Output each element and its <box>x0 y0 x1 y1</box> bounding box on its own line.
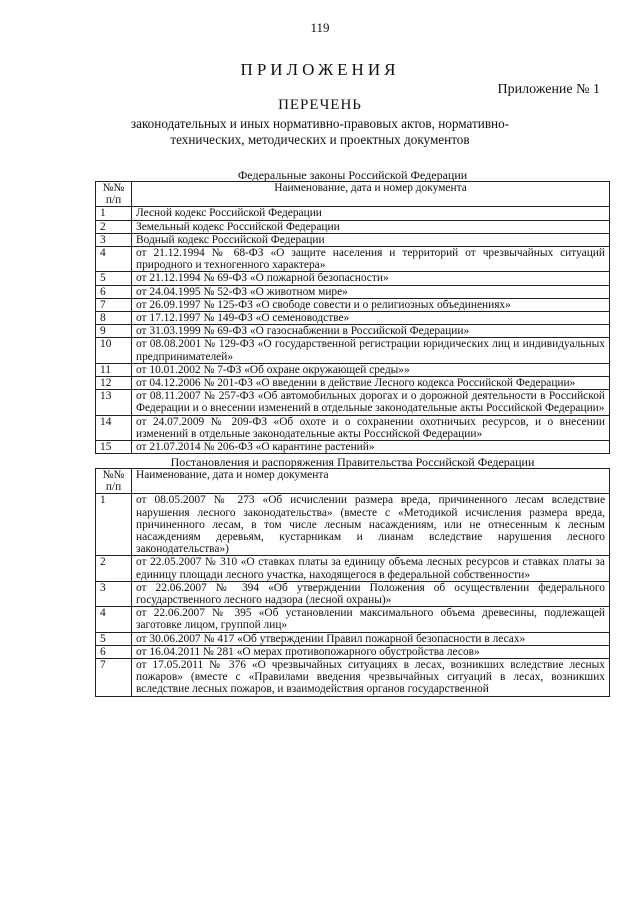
row-number: 8 <box>96 312 132 325</box>
table-row <box>96 325 610 338</box>
column-header-number: №№ п/п <box>96 469 132 494</box>
list-title: ПЕРЕЧЕНЬ <box>278 97 362 113</box>
table-row <box>96 285 610 298</box>
document-description: от 04.12.2006 № 201-ФЗ «О введении в действие Лесного кодекса Российской Федерации» <box>132 377 610 390</box>
government-decrees-table <box>95 468 610 697</box>
table-row <box>96 298 610 311</box>
row-number: 7 <box>96 298 132 311</box>
row-number: 2 <box>96 220 132 233</box>
row-number: 5 <box>96 632 132 645</box>
table-header-row <box>96 182 610 207</box>
document-description: Водный кодекс Российской Федерации <box>132 233 610 246</box>
table-row <box>96 272 610 285</box>
document-title: законодательных и иных нормативно-правовых актов, нормативно-технических, методических и проектных документов <box>130 116 510 147</box>
row-number: 7 <box>96 659 132 697</box>
table-row <box>96 338 610 363</box>
table-body <box>96 494 610 696</box>
table-row <box>96 247 610 272</box>
document-description: от 30.06.2007 № 417 «Об утверждении Правил пожарной безопасности в лесах» <box>132 632 610 645</box>
table-row <box>96 632 610 645</box>
document-description: от 24.07.2009 № 209-ФЗ «Об охоте и о сохранении охотничьих ресурсов, и о внесении изменений в отдельные законодательные акты Российской Федерации» <box>132 415 610 440</box>
document-description: от 31.03.1999 № 69-ФЗ «О газоснабжении в Российской Федерации» <box>132 325 610 338</box>
row-number: 15 <box>96 441 132 454</box>
row-number: 4 <box>96 607 132 632</box>
table-row <box>96 390 610 415</box>
document-description: от 17.12.1997 № 149-ФЗ «О семеноводстве» <box>132 312 610 325</box>
section-caption-government-decrees: Постановления и распоряжения Правительства Российской Федерации <box>170 455 535 469</box>
document-description: от 21.07.2014 № 206-ФЗ «О карантине растений» <box>132 441 610 454</box>
table-row <box>96 363 610 376</box>
table-row <box>96 556 610 581</box>
document-description: от 24.04.1995 № 52-ФЗ «О животном мире» <box>132 285 610 298</box>
document-description: от 08.08.2001 № 129-ФЗ «О государственной регистрации юридических лиц и индивидуальных предпринимателей» <box>132 338 610 363</box>
document-description: от 22.06.2007 № 394 «Об утверждении Положения об осуществлении федерального государственного лесного надзора (лесной охраны)» <box>132 581 610 606</box>
document-description: от 21.12.1994 № 69-ФЗ «О пожарной безопасности» <box>132 272 610 285</box>
column-header-name: Наименование, дата и номер документа <box>132 182 610 207</box>
column-header-number: №№ п/п <box>96 182 132 207</box>
row-number: 3 <box>96 581 132 606</box>
document-description: Земельный кодекс Российской Федерации <box>132 220 610 233</box>
document-description: от 08.11.2007 № 257-ФЗ «Об автомобильных дорогах и о дорожной деятельности в Российской Федерации и о внесении изменений в отдельные законодательные акты Российской Федерации» <box>132 390 610 415</box>
row-number: 6 <box>96 285 132 298</box>
row-number: 2 <box>96 556 132 581</box>
document-description: от 16.04.2011 № 281 «О мерах противопожарного обустройства лесов» <box>132 645 610 658</box>
document-description: от 17.05.2011 № 376 «О чрезвычайных ситуациях в лесах, возникших вследствие лесных пожаров» (вместе с «Правилами введения чрезвычайных ситуаций в лесах, возникших вследствие лесных пожаров, и взаимодействия органов государственной <box>132 659 610 697</box>
row-number: 3 <box>96 233 132 246</box>
page-number: 119 <box>310 20 330 35</box>
row-number: 1 <box>96 207 132 220</box>
row-number: 5 <box>96 272 132 285</box>
table-row <box>96 441 610 454</box>
federal-laws-table <box>95 181 610 454</box>
row-number: 14 <box>96 415 132 440</box>
table-row <box>96 207 610 220</box>
document-description: от 22.06.2007 № 395 «Об установлении максимального объема древесины, подлежащей заготовке лицом, группой лиц» <box>132 607 610 632</box>
document-description: от 10.01.2002 № 7-ФЗ «Об охране окружающей среды»» <box>132 363 610 376</box>
table-row <box>96 312 610 325</box>
table-row <box>96 233 610 246</box>
table-row <box>96 581 610 606</box>
table-body <box>96 207 610 454</box>
row-number: 11 <box>96 363 132 376</box>
table-header-row <box>96 469 610 494</box>
row-number: 12 <box>96 377 132 390</box>
appendix-label: Приложение № 1 <box>497 82 600 97</box>
table-row <box>96 220 610 233</box>
section-caption-federal-laws: Федеральные законы Российской Федерации <box>237 168 468 182</box>
document-description: от 26.09.1997 № 125-ФЗ «О свободе совести и о религиозных объединениях» <box>132 298 610 311</box>
appendices-heading: ПРИЛОЖЕНИЯ <box>240 60 400 79</box>
row-number: 6 <box>96 645 132 658</box>
row-number: 1 <box>96 494 132 556</box>
table-row <box>96 659 610 697</box>
column-header-name: Наименование, дата и номер документа <box>132 469 610 494</box>
document-description: от 21.12.1994 № 68-ФЗ «О защите населения и территорий от чрезвычайных ситуаций природного и техногенного характера» <box>132 247 610 272</box>
table-row <box>96 645 610 658</box>
table-row <box>96 607 610 632</box>
row-number: 9 <box>96 325 132 338</box>
document-description: Лесной кодекс Российской Федерации <box>132 207 610 220</box>
table-row <box>96 415 610 440</box>
table-row <box>96 377 610 390</box>
row-number: 4 <box>96 247 132 272</box>
document-description: от 08.05.2007 № 273 «Об исчислении размера вреда, причиненного лесам вследствие нарушения лесного законодательства» (вместе с «Методикой исчисления размера вреда, причиненного лесам, в том числе лесным насаждениям, или не отнесенным к лесным насаждениям деревьям, кустарникам и лианам вследствие нарушения лесного законодательства») <box>132 494 610 556</box>
row-number: 13 <box>96 390 132 415</box>
table-row <box>96 494 610 556</box>
row-number: 10 <box>96 338 132 363</box>
document-description: от 22.05.2007 № 310 «О ставках платы за единицу объема лесных ресурсов и ставках платы за единицу площади лесного участка, находящегося в федеральной собственности» <box>132 556 610 581</box>
